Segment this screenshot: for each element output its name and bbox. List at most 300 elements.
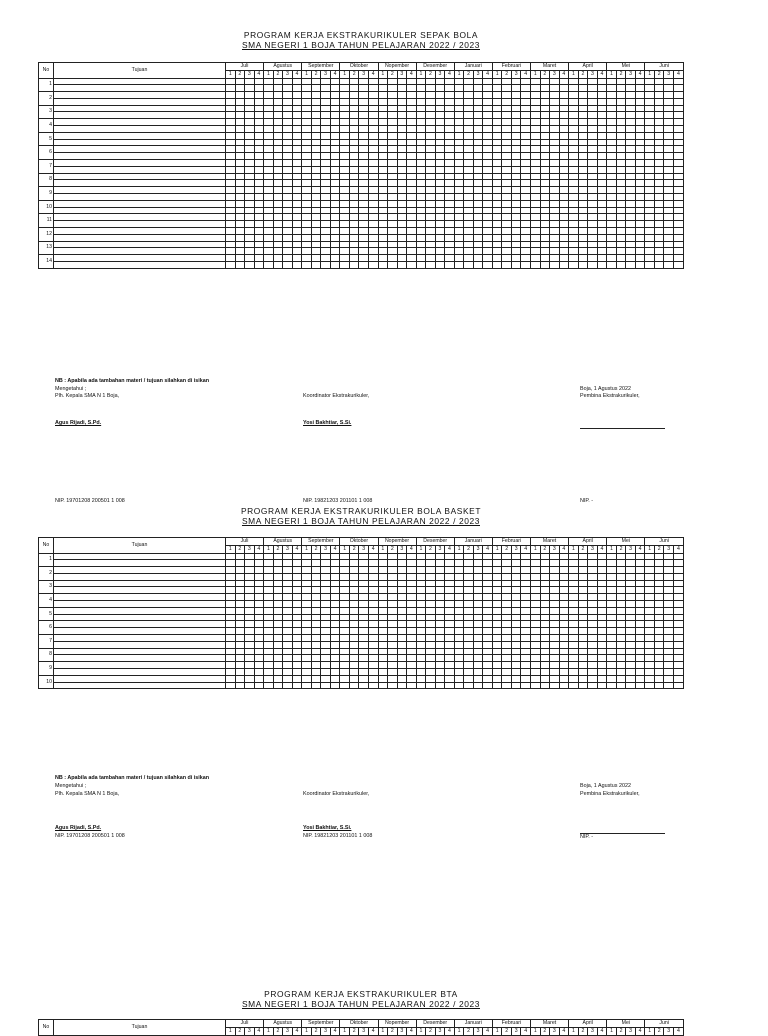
week-cell	[626, 160, 636, 167]
week-cell	[397, 669, 407, 676]
week-cell	[330, 601, 340, 608]
week-cell	[349, 255, 359, 262]
week-cell	[273, 648, 283, 655]
week-cell	[521, 641, 531, 648]
week-cell	[340, 560, 350, 567]
week-cell	[359, 255, 369, 262]
week-cell	[283, 214, 293, 221]
week-cell	[283, 180, 293, 187]
week-cell	[245, 628, 255, 635]
week-cell	[245, 207, 255, 214]
week-cell	[311, 132, 321, 139]
week-cell	[292, 160, 302, 167]
month-header: Nopember	[378, 538, 416, 546]
week-cell	[559, 194, 569, 201]
week-cell	[511, 675, 521, 682]
week-cell	[502, 580, 512, 587]
week-cell	[454, 173, 464, 180]
week-cell	[283, 607, 293, 614]
week-cell	[435, 126, 445, 133]
week-cell	[445, 126, 455, 133]
week-cell	[531, 567, 541, 574]
week-cell	[292, 262, 302, 269]
week-cell	[511, 635, 521, 642]
week-cell	[226, 255, 236, 262]
week-cell	[292, 641, 302, 648]
week-cell	[226, 241, 236, 248]
week-cell	[664, 580, 674, 587]
week-header: 2	[540, 546, 550, 554]
week-cell	[273, 194, 283, 201]
week-cell	[407, 560, 417, 567]
week-cell	[426, 166, 436, 173]
week-cell	[245, 214, 255, 221]
week-cell	[473, 180, 483, 187]
week-cell	[521, 601, 531, 608]
week-cell	[454, 682, 464, 689]
week-cell	[407, 187, 417, 194]
week-cell	[435, 675, 445, 682]
week-cell	[654, 187, 664, 194]
week-cell	[416, 119, 426, 126]
week-cell	[311, 85, 321, 92]
week-cell	[388, 146, 398, 153]
week-cell	[597, 614, 607, 621]
week-cell	[578, 580, 588, 587]
week-cell	[492, 669, 502, 676]
week-cell	[235, 248, 245, 255]
week-cell	[378, 641, 388, 648]
week-cell	[540, 78, 550, 85]
week-cell	[502, 112, 512, 119]
week-cell	[483, 648, 493, 655]
week-cell	[292, 648, 302, 655]
week-cell	[635, 648, 645, 655]
week-cell	[454, 255, 464, 262]
week-cell	[407, 635, 417, 642]
week-cell	[635, 621, 645, 628]
week-cell	[550, 560, 560, 567]
section-1-title-line2: SMA NEGERI 1 BOJA TAHUN PELAJARAN 2022 / 2023	[241, 40, 480, 50]
week-cell	[635, 187, 645, 194]
week-cell	[483, 146, 493, 153]
week-cell	[435, 207, 445, 214]
week-cell	[559, 200, 569, 207]
week-cell	[626, 580, 636, 587]
week-cell	[473, 92, 483, 99]
week-cell	[559, 112, 569, 119]
week-cell	[273, 553, 283, 560]
week-cell	[311, 573, 321, 580]
week-cell	[540, 139, 550, 146]
week-cell	[626, 614, 636, 621]
week-cell	[321, 166, 331, 173]
week-cell	[492, 621, 502, 628]
week-cell	[607, 78, 617, 85]
week-cell	[264, 567, 274, 574]
week-cell	[473, 126, 483, 133]
week-cell	[397, 214, 407, 221]
week-cell	[664, 553, 674, 560]
week-header: 2	[502, 1028, 512, 1036]
week-cell	[502, 78, 512, 85]
week-cell	[578, 607, 588, 614]
week-cell	[492, 139, 502, 146]
week-cell	[511, 207, 521, 214]
week-cell	[464, 126, 474, 133]
week-cell	[492, 241, 502, 248]
week-cell	[635, 587, 645, 594]
week-cell	[349, 160, 359, 167]
week-cell	[540, 655, 550, 662]
week-cell	[664, 628, 674, 635]
row-number: 6	[39, 146, 54, 160]
week-cell	[559, 587, 569, 594]
week-cell	[349, 112, 359, 119]
week-cell	[302, 621, 312, 628]
week-cell	[588, 234, 598, 241]
week-cell	[235, 207, 245, 214]
week-cell	[511, 248, 521, 255]
month-header: Oktober	[340, 538, 378, 546]
week-cell	[588, 112, 598, 119]
week-cell	[245, 132, 255, 139]
week-cell	[531, 234, 541, 241]
week-cell	[673, 112, 683, 119]
week-cell	[378, 194, 388, 201]
week-cell	[273, 207, 283, 214]
week-header: 3	[626, 1028, 636, 1036]
week-cell	[578, 614, 588, 621]
tujuan-cell	[54, 173, 226, 180]
week-header: 1	[607, 546, 617, 554]
week-cell	[330, 594, 340, 601]
tujuan-cell	[54, 112, 226, 119]
week-cell	[311, 587, 321, 594]
week-cell	[483, 255, 493, 262]
week-cell	[416, 655, 426, 662]
week-cell	[511, 655, 521, 662]
week-cell	[311, 655, 321, 662]
tujuan-cell	[54, 194, 226, 201]
week-cell	[550, 166, 560, 173]
week-header: 4	[559, 1028, 569, 1036]
week-cell	[340, 221, 350, 228]
week-cell	[445, 628, 455, 635]
month-header: Nopember	[378, 63, 416, 71]
week-cell	[283, 119, 293, 126]
week-cell	[416, 614, 426, 621]
week-cell	[597, 573, 607, 580]
week-cell	[559, 241, 569, 248]
week-cell	[673, 560, 683, 567]
week-cell	[521, 553, 531, 560]
week-cell	[578, 228, 588, 235]
week-cell	[616, 248, 626, 255]
week-cell	[664, 635, 674, 642]
week-cell	[349, 262, 359, 269]
week-cell	[531, 580, 541, 587]
week-cell	[359, 635, 369, 642]
week-header: 4	[407, 71, 417, 79]
week-cell	[654, 119, 664, 126]
week-cell	[283, 567, 293, 574]
week-cell	[407, 207, 417, 214]
tujuan-cell	[54, 180, 226, 187]
week-cell	[407, 587, 417, 594]
week-cell	[311, 105, 321, 112]
week-cell	[673, 641, 683, 648]
week-cell	[502, 139, 512, 146]
week-cell	[626, 194, 636, 201]
week-cell	[226, 655, 236, 662]
week-cell	[521, 662, 531, 669]
week-cell	[368, 580, 378, 587]
week-cell	[368, 221, 378, 228]
week-cell	[283, 621, 293, 628]
week-cell	[330, 187, 340, 194]
week-cell	[645, 628, 655, 635]
week-cell	[254, 126, 264, 133]
week-cell	[349, 662, 359, 669]
week-cell	[226, 567, 236, 574]
week-cell	[559, 580, 569, 587]
week-cell	[597, 248, 607, 255]
week-cell	[473, 662, 483, 669]
week-cell	[321, 614, 331, 621]
week-cell	[626, 221, 636, 228]
week-cell	[349, 85, 359, 92]
week-header: 3	[397, 1028, 407, 1036]
week-cell	[254, 194, 264, 201]
week-header: 1	[416, 546, 426, 554]
week-cell	[607, 132, 617, 139]
week-cell	[454, 601, 464, 608]
week-cell	[645, 560, 655, 567]
week-cell	[368, 682, 378, 689]
week-cell	[607, 153, 617, 160]
week-cell	[521, 180, 531, 187]
week-cell	[616, 173, 626, 180]
tujuan-cell	[54, 682, 226, 689]
week-cell	[445, 648, 455, 655]
week-cell	[664, 621, 674, 628]
week-cell	[540, 166, 550, 173]
week-cell	[492, 594, 502, 601]
week-cell	[550, 200, 560, 207]
week-cell	[588, 85, 598, 92]
week-cell	[645, 567, 655, 574]
week-header: 1	[454, 1028, 464, 1036]
week-cell	[397, 262, 407, 269]
week-cell	[502, 573, 512, 580]
week-cell	[635, 166, 645, 173]
week-cell	[378, 567, 388, 574]
week-cell	[645, 180, 655, 187]
week-cell	[511, 194, 521, 201]
week-cell	[635, 194, 645, 201]
week-cell	[550, 682, 560, 689]
week-cell	[521, 573, 531, 580]
week-cell	[626, 607, 636, 614]
week-cell	[645, 139, 655, 146]
table-row	[39, 573, 684, 580]
week-cell	[616, 180, 626, 187]
week-cell	[626, 146, 636, 153]
week-cell	[349, 221, 359, 228]
week-cell	[673, 607, 683, 614]
week-cell	[654, 200, 664, 207]
week-cell	[454, 187, 464, 194]
week-cell	[654, 160, 664, 167]
week-header: 1	[226, 71, 236, 79]
week-cell	[645, 92, 655, 99]
month-header: Maret	[531, 538, 569, 546]
week-cell	[607, 98, 617, 105]
tujuan-cell	[54, 662, 226, 669]
week-cell	[407, 594, 417, 601]
week-cell	[283, 187, 293, 194]
week-cell	[464, 607, 474, 614]
week-cell	[407, 126, 417, 133]
week-cell	[597, 635, 607, 642]
table-row	[39, 248, 684, 255]
row-number: 10	[39, 200, 54, 214]
week-cell	[616, 669, 626, 676]
week-cell	[407, 641, 417, 648]
week-cell	[626, 200, 636, 207]
week-cell	[435, 132, 445, 139]
week-header: 3	[435, 71, 445, 79]
week-cell	[473, 221, 483, 228]
week-cell	[235, 173, 245, 180]
week-cell	[607, 255, 617, 262]
week-cell	[445, 682, 455, 689]
week-cell	[540, 112, 550, 119]
week-cell	[664, 648, 674, 655]
week-cell	[416, 587, 426, 594]
week-cell	[311, 214, 321, 221]
week-cell	[483, 553, 493, 560]
week-cell	[368, 641, 378, 648]
week-cell	[664, 214, 674, 221]
week-cell	[445, 194, 455, 201]
week-cell	[511, 221, 521, 228]
week-cell	[654, 635, 664, 642]
week-cell	[578, 587, 588, 594]
week-cell	[235, 553, 245, 560]
week-cell	[550, 221, 560, 228]
koordinator-nip: NIP. 19821203 201101 1 008	[303, 833, 373, 839]
week-cell	[302, 567, 312, 574]
week-cell	[292, 119, 302, 126]
row-number: 3	[39, 580, 54, 594]
week-cell	[664, 607, 674, 614]
week-cell	[378, 621, 388, 628]
week-cell	[388, 601, 398, 608]
week-header: 4	[673, 71, 683, 79]
week-cell	[235, 669, 245, 676]
week-cell	[273, 662, 283, 669]
week-cell	[235, 607, 245, 614]
week-cell	[502, 173, 512, 180]
week-cell	[531, 214, 541, 221]
week-cell	[340, 635, 350, 642]
week-cell	[578, 255, 588, 262]
week-cell	[388, 180, 398, 187]
week-cell	[330, 669, 340, 676]
week-cell	[407, 255, 417, 262]
week-cell	[569, 85, 579, 92]
week-cell	[483, 641, 493, 648]
table-row	[39, 194, 684, 201]
week-cell	[588, 567, 598, 574]
week-cell	[673, 621, 683, 628]
week-cell	[635, 98, 645, 105]
week-cell	[454, 553, 464, 560]
week-header: 1	[226, 546, 236, 554]
week-cell	[340, 607, 350, 614]
week-cell	[531, 146, 541, 153]
week-header: 2	[426, 71, 436, 79]
week-cell	[540, 255, 550, 262]
week-cell	[616, 580, 626, 587]
week-cell	[483, 228, 493, 235]
week-cell	[492, 587, 502, 594]
week-cell	[378, 682, 388, 689]
week-cell	[349, 200, 359, 207]
week-cell	[340, 132, 350, 139]
row-number: 1	[39, 78, 54, 92]
week-header: 4	[254, 546, 264, 554]
week-cell	[292, 580, 302, 587]
week-cell	[254, 655, 264, 662]
week-cell	[521, 187, 531, 194]
week-cell	[283, 662, 293, 669]
month-header: Mei	[607, 538, 645, 546]
week-cell	[540, 614, 550, 621]
week-cell	[321, 207, 331, 214]
week-cell	[454, 621, 464, 628]
week-cell	[245, 594, 255, 601]
week-cell	[607, 85, 617, 92]
week-cell	[407, 119, 417, 126]
pembina-nip: NIP. -	[580, 834, 594, 840]
week-cell	[616, 662, 626, 669]
week-cell	[407, 160, 417, 167]
week-cell	[492, 255, 502, 262]
week-cell	[569, 614, 579, 621]
week-cell	[388, 214, 398, 221]
week-cell	[388, 132, 398, 139]
week-cell	[540, 573, 550, 580]
tujuan-cell	[54, 105, 226, 112]
week-header: 3	[283, 546, 293, 554]
week-cell	[235, 105, 245, 112]
week-header: 4	[597, 1028, 607, 1036]
week-cell	[368, 166, 378, 173]
week-cell	[559, 635, 569, 642]
week-cell	[321, 621, 331, 628]
week-cell	[330, 119, 340, 126]
week-cell	[597, 628, 607, 635]
row-number: 2	[39, 92, 54, 106]
col-header-tujuan: Tujuan	[54, 1020, 226, 1036]
week-cell	[235, 635, 245, 642]
week-cell	[388, 139, 398, 146]
week-header: 2	[464, 1028, 474, 1036]
week-cell	[569, 682, 579, 689]
